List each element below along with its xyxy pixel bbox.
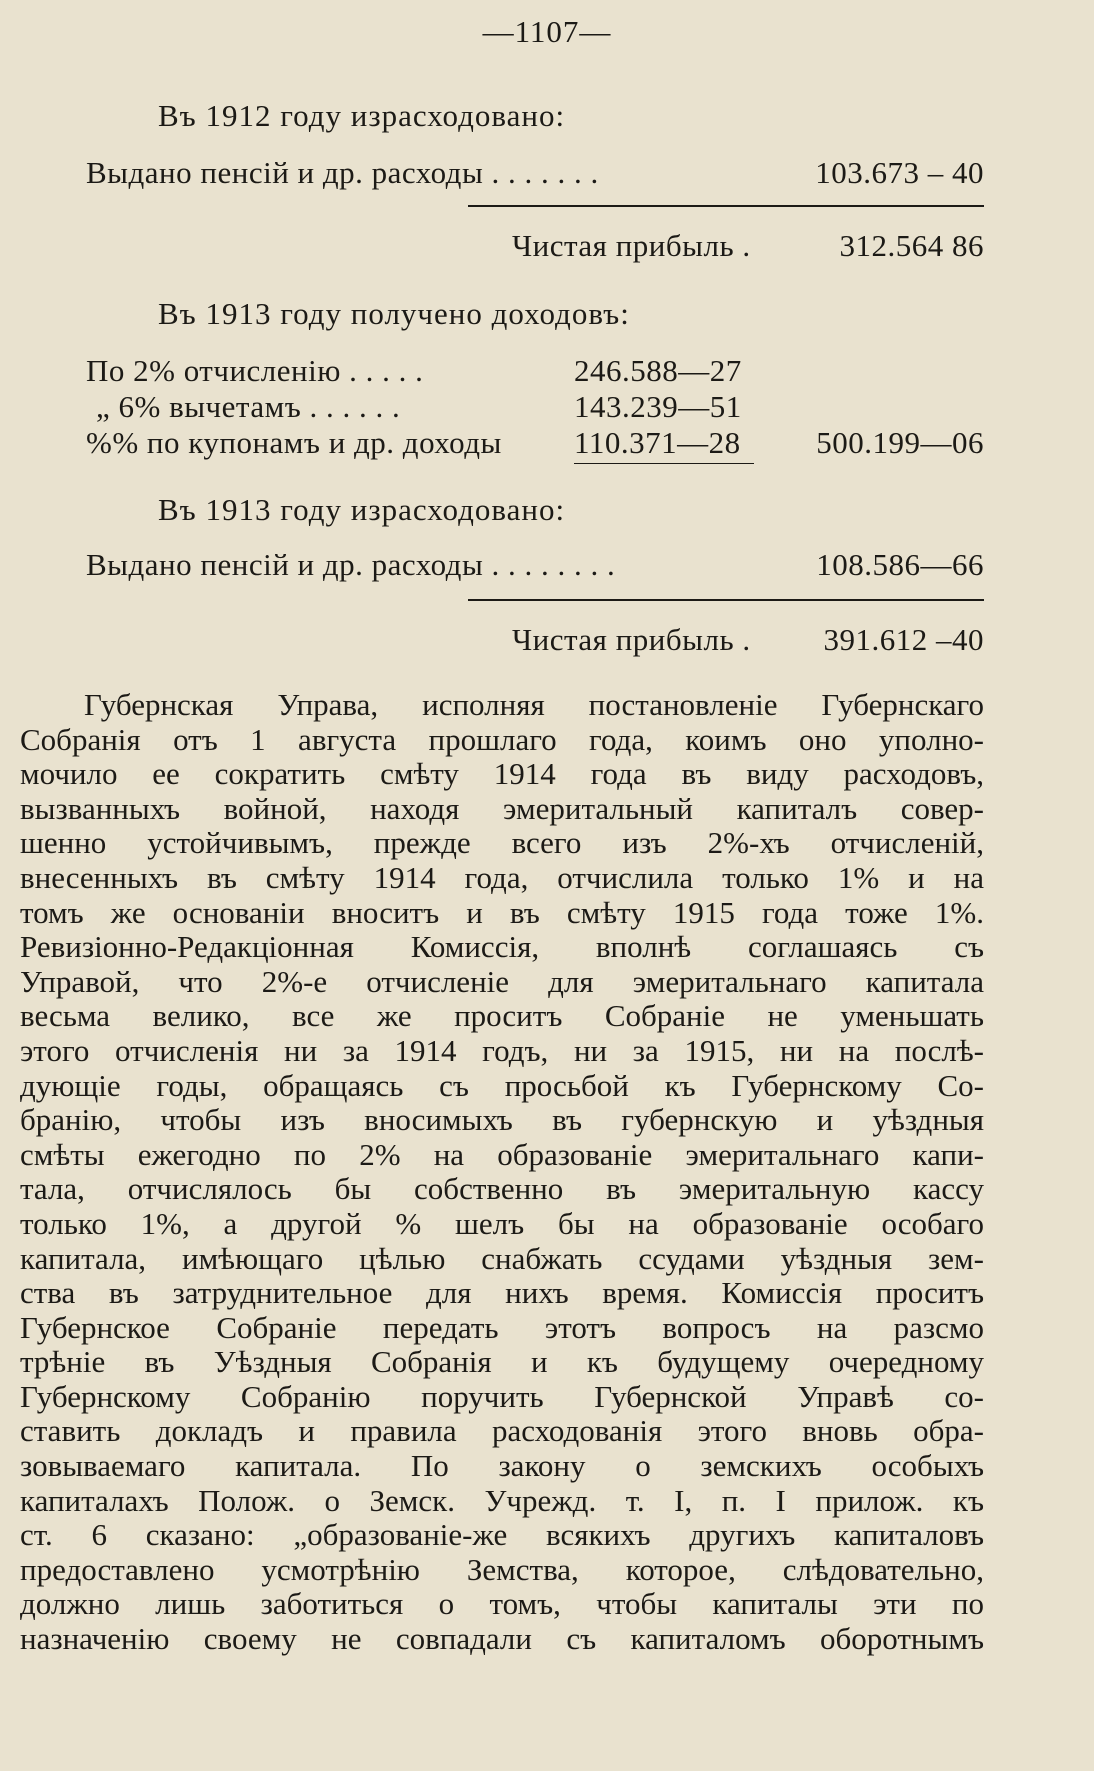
body-line: зовываемаго капитала. По закону о земскихъ особыхъ [20, 1448, 984, 1484]
body-line: Губернскому Собранію поручить Губернской Управѣ со- [20, 1378, 984, 1414]
body-line: дующіе годы, обращаясь съ просьбой къ Губернскому Со- [20, 1067, 984, 1103]
body-line: Губернское Собраніе передать этотъ вопросъ на разсмо [20, 1309, 984, 1345]
pensions-1913-label: Выдано пенсій и др. расходы . . . . . . . . [86, 547, 616, 582]
body-line: предоставлено усмотрѣнію Земства, которое, слѣдовательно, [20, 1551, 984, 1587]
body-line: вызванныхъ войной, находя эмеритальный капиталъ совер- [20, 790, 984, 826]
net-profit-1912-value: 312.564 86 [839, 228, 984, 263]
heading-1913-expenses: Въ 1913 году израсходовано: [158, 492, 566, 527]
body-line: Управой, что 2%-е отчисленіе для эмеритальнаго капитала [20, 963, 984, 999]
income-row-1-value: 246.588—27 [574, 353, 742, 388]
body-line: только 1%, а другой % шелъ бы на образованіе особаго [20, 1205, 984, 1241]
page-number: —1107— [482, 14, 612, 49]
net-profit-1912-label: Чистая прибыль . [512, 228, 751, 263]
body-line: шенно устойчивымъ, прежде всего изъ 2%-хъ отчисленій, [20, 825, 984, 861]
net-profit-1913-value: 391.612 –40 [823, 622, 984, 657]
heading-1912-expenses: Въ 1912 году израсходовано: [158, 98, 566, 133]
body-line: капиталахъ Полож. о Земск. Учрежд. т. I, п. I прилож. къ [20, 1482, 984, 1518]
body-line: Губернская Управа, исполняя постановленіе Губернскаго [84, 687, 984, 722]
body-line: бранію, чтобы изъ вносимыхъ въ губернскую и уѣздныя [20, 1102, 984, 1138]
body-line: этого отчисленія ни за 1914 годъ, ни за 1915, ни на послѣ- [20, 1032, 984, 1068]
pensions-1912-label: Выдано пенсій и др. расходы . . . . . . . [86, 155, 599, 190]
heading-1913-income: Въ 1913 году получено доходовъ: [158, 296, 630, 331]
body-line: трѣніе въ Уѣздныя Собранія и къ будущему очередному [20, 1344, 984, 1380]
body-line: томъ же основаніи вноситъ и въ смѣту 1915 года тоже 1%. [20, 894, 984, 930]
body-line: ст. 6 сказано: „образованіе-же всякихъ другихъ капиталовъ [20, 1517, 984, 1553]
body-line: назначенію своему не совпадали съ капиталомъ оборотнымъ [20, 1621, 984, 1657]
income-sum-rule [574, 463, 754, 464]
body-line: весьма велико, все же проситъ Собраніе не уменьшать [20, 998, 984, 1034]
body-line: должно лишь заботиться о томъ, чтобы капиталы эти по [20, 1586, 984, 1622]
body-line: Ревизіонно-Редакціонная Комиссія, вполнѣ соглашаясь съ [20, 929, 984, 965]
body-line: ставить докладъ и правила расходованія этого вновь обра- [20, 1413, 984, 1449]
body-line: мочило ее сократить смѣту 1914 года въ виду расходовъ, [20, 756, 984, 792]
income-row-3-label: %% по купонамъ и др. доходы [86, 425, 502, 460]
income-row-1-label: По 2% отчисленію . . . . . [86, 353, 424, 388]
income-row-3-value: 110.371—28 [574, 425, 741, 460]
income-row-2-label: „ 6% вычетамъ . . . . . . [96, 389, 401, 424]
body-line: смѣты ежегодно по 2% на образованіе эмеритальнаго капи- [20, 1136, 984, 1172]
pensions-1913-value: 108.586—66 [816, 547, 984, 582]
sum-rule-1913 [468, 599, 984, 601]
net-profit-1913-label: Чистая прибыль . [512, 622, 751, 657]
income-total-value: 500.199—06 [816, 425, 984, 460]
body-line: капитала, имѣющаго цѣлью снабжать ссудами уѣздныя зем- [20, 1240, 984, 1276]
body-paragraph [20, 688, 984, 1657]
body-line: Собранія отъ 1 августа прошлаго года, коимъ оно уполно- [20, 721, 984, 757]
pensions-1912-value: 103.673 – 40 [815, 155, 984, 190]
sum-rule-1912 [468, 205, 984, 207]
income-row-2-value: 143.239—51 [574, 389, 742, 424]
body-line: ства въ затруднительное для нихъ время. Комиссія проситъ [20, 1275, 984, 1311]
body-line: тала, отчислялось бы собственно въ эмеритальную кассу [20, 1171, 984, 1207]
body-line: внесенныхъ въ смѣту 1914 года, отчислила только 1% и на [20, 859, 984, 895]
